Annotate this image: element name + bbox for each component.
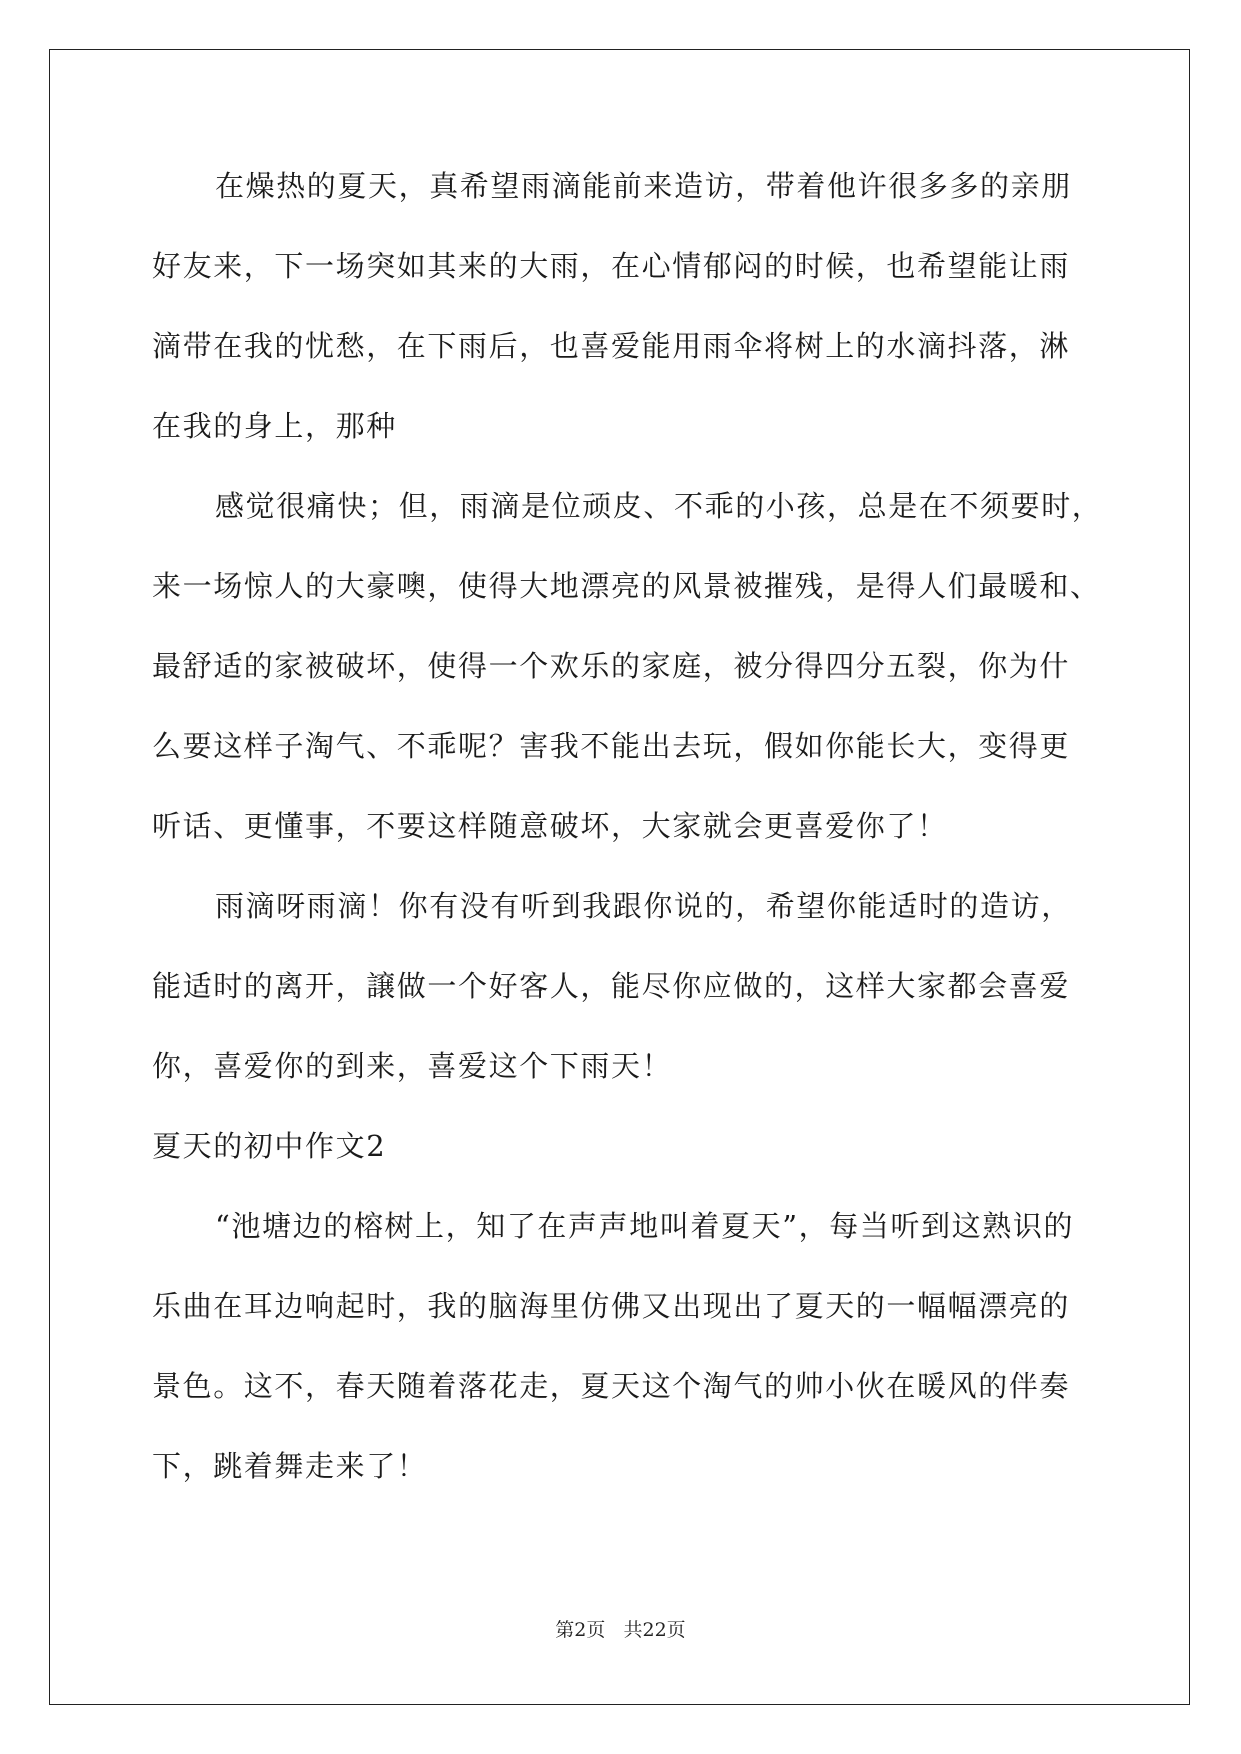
text-line: 好友来，下一场突如其来的大雨，在心情郁闷的时候，也希望能让雨	[152, 249, 1071, 283]
text-line: 感觉很痛快；但，雨滴是位顽皮、不乖的小孩，总是在不须要时，	[215, 489, 1103, 523]
text-line: “池塘边的榕树上，知了在声声地叫着夏天”，每当听到这熟识的	[215, 1209, 1075, 1243]
text-line: 听话、更懂事，不要这样随意破坏，大家就会更喜爱你了！	[152, 809, 948, 843]
page-number: 第2页 共22页	[555, 1619, 686, 1641]
text-line: 雨滴呀雨滴！你有没有听到我跟你说的，希望你能适时的造访，	[215, 889, 1072, 923]
text-line: 在燥热的夏天，真希望雨滴能前来造访，带着他许很多多的亲朋	[215, 169, 1072, 203]
text-line: 最舒适的家被破坏，使得一个欢乐的家庭，被分得四分五裂，你为什	[152, 649, 1071, 683]
section-heading: 夏天的初中作文2	[152, 1129, 387, 1163]
text-line: 下，跳着舞走来了！	[152, 1449, 428, 1483]
text-line: 乐曲在耳边响起时，我的脑海里仿佛又出现出了夏天的一幅幅漂亮的	[152, 1289, 1071, 1323]
text-line: 景色。这不，春天随着落花走，夏天这个淘气的帅小伙在暖风的伴奏	[152, 1369, 1071, 1403]
text-line: 你，喜爱你的到来，喜爱这个下雨天！	[152, 1049, 673, 1083]
text-line: 能适时的离开，譲做一个好客人，能尽你应做的，这样大家都会喜爱	[152, 969, 1071, 1003]
text-line: 在我的身上，那种	[152, 409, 397, 443]
text-line: 么要这样子淘气、不乖呢？害我不能出去玩，假如你能长大，变得更	[152, 729, 1071, 763]
text-line: 来一场惊人的大豪噢，使得大地漂亮的风景被摧残，是得人们最暖和、	[152, 569, 1101, 603]
text-line: 滴带在我的忧愁，在下雨后，也喜爱能用雨伞将树上的水滴抖落，淋	[152, 329, 1071, 363]
